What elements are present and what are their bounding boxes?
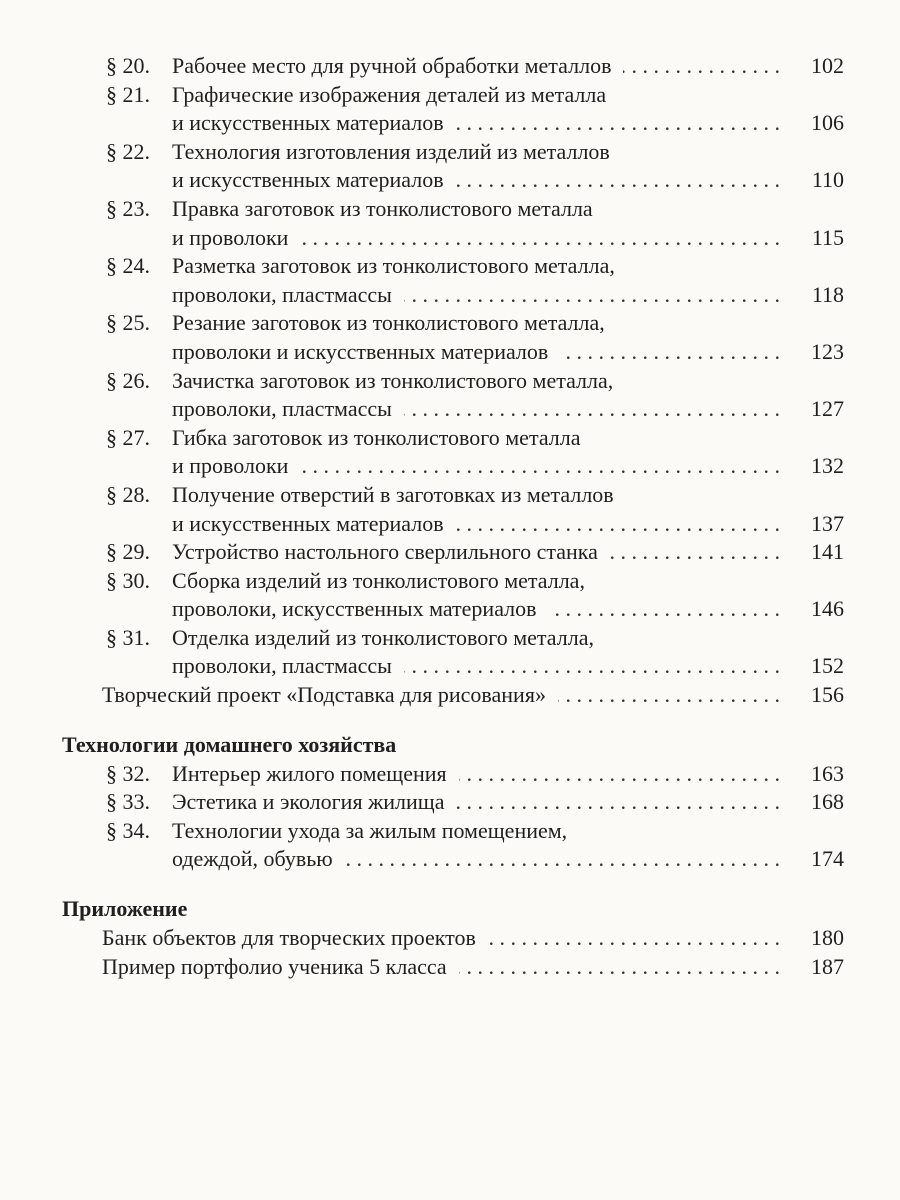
entry-title: Эстетика и экология жилища (172, 789, 445, 815)
section-number: § 34. (106, 817, 150, 843)
entry-title: и искусственных материалов (172, 510, 444, 536)
dot-leader (623, 52, 780, 81)
dot-leader (459, 953, 780, 982)
section-number: § 31. (106, 624, 150, 650)
page-number: 187 (811, 953, 844, 979)
toc-entry (62, 424, 852, 453)
page-number: 118 (811, 281, 844, 307)
section-number: § 24. (106, 253, 150, 279)
entry-title: Отделка изделий из тонколистового металла, (172, 624, 594, 650)
entry-title: одеждой, обувью (172, 846, 333, 872)
toc-entry-continuation (62, 652, 852, 681)
toc-entry-continuation (62, 845, 852, 874)
toc-entry-continuation (62, 166, 852, 195)
entry-title: Резание заготовок из тонколистового металла, (172, 310, 605, 336)
section-number: § 22. (106, 138, 150, 164)
dot-leader (610, 538, 780, 567)
entry-title: проволоки и искусственных материалов (172, 338, 549, 364)
dot-leader (558, 681, 780, 710)
page-number: 168 (811, 789, 844, 815)
section-number: § 27. (106, 424, 150, 450)
toc-entry (62, 195, 852, 224)
toc-entry (62, 924, 852, 953)
page-number: 102 (811, 53, 844, 78)
entry-title: Творческий проект «Подставка для рисования» (102, 682, 546, 708)
page-number: 146 (811, 596, 844, 622)
section-number: § 30. (106, 567, 150, 593)
section-number: § 29. (106, 539, 150, 565)
dot-leader (549, 595, 781, 624)
entry-title: Технологии ухода за жилым помещением, (172, 817, 568, 843)
entry-title: Разметка заготовок из тонколистового металла, (172, 253, 615, 279)
toc-entry (62, 760, 852, 789)
page-number: 127 (811, 396, 844, 422)
toc-entry-continuation (62, 224, 852, 253)
table-of-contents (62, 52, 852, 981)
dot-leader (456, 166, 780, 195)
toc-entry (62, 367, 852, 396)
page-number: 137 (811, 510, 844, 536)
entry-title: Сборка изделий из тонколистового металла, (172, 567, 585, 593)
entry-title: Устройство настольного сверлильного станка (172, 539, 598, 565)
toc-entry-continuation (62, 452, 852, 481)
dot-leader (456, 109, 780, 138)
section-number: § 28. (106, 481, 150, 507)
page-number: 132 (811, 453, 844, 479)
section-heading: Технологии домашнего хозяйства (62, 731, 397, 757)
page-number: 123 (811, 338, 844, 364)
section-number: § 33. (106, 789, 150, 815)
entry-title: и искусственных материалов (172, 167, 444, 193)
page-number: 141 (811, 539, 844, 565)
page-number: 152 (811, 653, 844, 679)
entry-title: проволоки, пластмассы (172, 396, 392, 422)
entry-title: Правка заготовок из тонколистового металла (172, 195, 593, 221)
toc-entry (62, 252, 852, 281)
section-heading: Приложение (62, 896, 188, 922)
dot-leader (456, 788, 780, 817)
dot-leader (404, 281, 780, 310)
entry-title: Пример портфолио ученика 5 класса (102, 953, 447, 979)
toc-entry-continuation (62, 109, 852, 138)
toc-entry-continuation (62, 395, 852, 424)
toc-entry (62, 953, 852, 982)
section-number: § 26. (106, 367, 150, 393)
toc-entry (62, 481, 852, 510)
entry-title: Получение отверстий в заготовках из металлов (172, 481, 614, 507)
section-number: § 21. (106, 81, 150, 107)
page-number: 156 (811, 682, 844, 708)
section-number: § 32. (106, 760, 150, 786)
entry-title: и проволоки (172, 224, 289, 250)
dot-leader (459, 760, 780, 789)
page-number: 110 (811, 167, 844, 193)
entry-title: Рабочее место для ручной обработки металлов (172, 53, 612, 78)
page-number: 174 (811, 846, 844, 872)
page-number: 180 (811, 925, 844, 951)
entry-title: проволоки, пластмассы (172, 281, 392, 307)
toc-entry (62, 817, 852, 846)
toc-entry (62, 624, 852, 653)
toc-entry (62, 538, 852, 567)
toc-entry-continuation (62, 338, 852, 367)
entry-title: и проволоки (172, 453, 289, 479)
toc-entry (62, 788, 852, 817)
entry-title: Банк объектов для творческих проектов (102, 925, 476, 951)
entry-title: и искусственных материалов (172, 110, 444, 136)
section-number: § 25. (106, 310, 150, 336)
entry-title: Графические изображения деталей из металла (172, 81, 607, 107)
toc-entry (62, 52, 852, 81)
page-number: 106 (811, 110, 844, 136)
entry-title: Зачистка заготовок из тонколистового металла, (172, 367, 614, 393)
section-number: § 20. (106, 53, 150, 78)
toc-entry-continuation (62, 510, 852, 539)
dot-leader (456, 510, 780, 539)
entry-title: Гибка заготовок из тонколистового металла (172, 424, 581, 450)
dot-leader (345, 845, 780, 874)
entry-title: Технология изготовления изделий из металлов (172, 138, 610, 164)
toc-entry (62, 138, 852, 167)
entry-title: проволоки, пластмассы (172, 653, 392, 679)
entry-title: проволоки, искусственных материалов (172, 596, 537, 622)
toc-entry (62, 567, 852, 596)
section-number: § 23. (106, 195, 150, 221)
dot-leader (404, 652, 780, 681)
dot-leader (300, 452, 780, 481)
toc-entry (62, 81, 852, 110)
dot-leader (300, 224, 780, 253)
entry-title: Интерьер жилого помещения (172, 760, 447, 786)
page-number: 115 (811, 224, 844, 250)
page-number: 163 (811, 760, 844, 786)
dot-leader (560, 338, 780, 367)
dot-leader (488, 924, 780, 953)
toc-entry (62, 681, 852, 710)
toc-entry (62, 309, 852, 338)
toc-entry-continuation (62, 595, 852, 624)
dot-leader (404, 395, 780, 424)
toc-entry-continuation (62, 281, 852, 310)
